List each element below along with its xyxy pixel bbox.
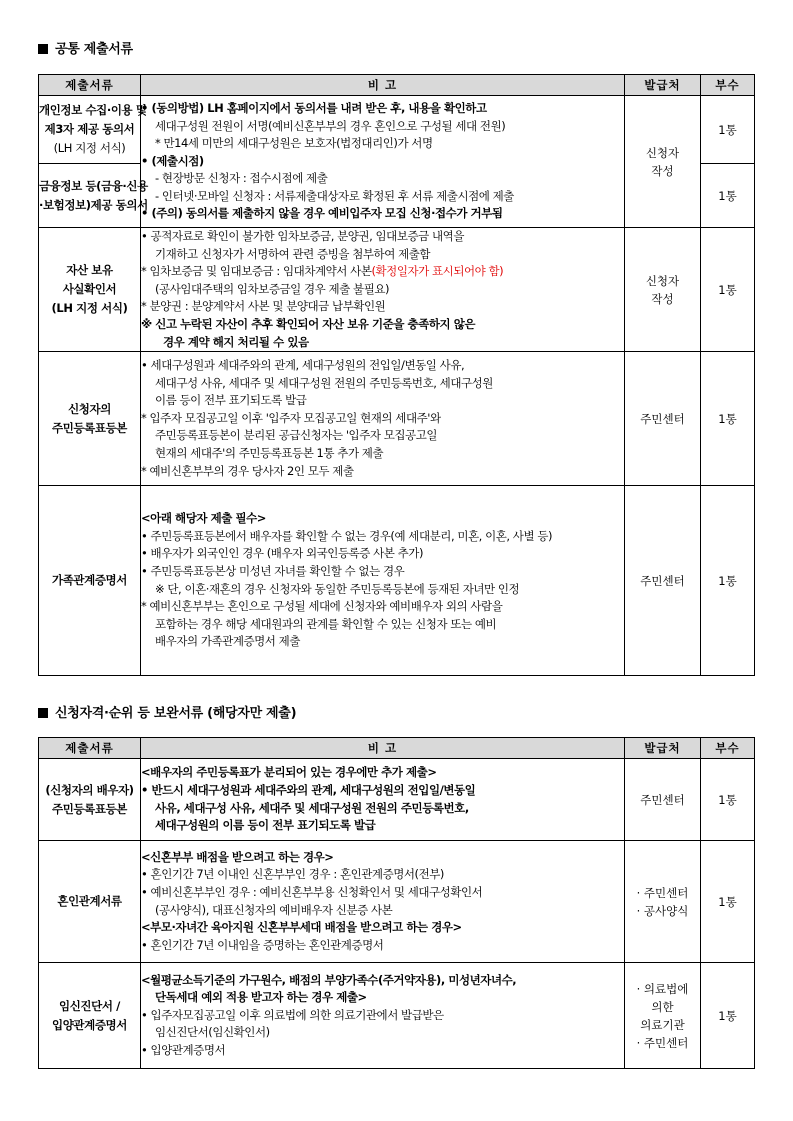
issuer-community-center: 주민센터 xyxy=(625,352,701,486)
remarks-family: <아래 해당자 제출 필수> • 주민등록표등본에서 배우자를 확인할 수 없는 경우(예 세대분리, 미혼, 이혼, 사별 등) • 배우자가 외국인인 경우 (배우자 외국인등록증 사본 추가) • 주민등록표등본상 미성년 자녀를 확인할 수 없는 경우 ※ 단, 이혼·재혼의 경우 신청자와 동일한 주민등록등본에 등재된 자녀만 인정 * 예비신혼부부는 혼인으로 구성될 세대에 신청자와 예비배우자 외의 사람을 포함하는 경우 해당 세대원과의 관계를 확인할 수 있는 신청자 또는 예비 배우자의 가족관계증명서 제출 xyxy=(141,486,625,676)
issuer-medical-or-center: · 의료법에 의한 의료기관 · 주민센터 xyxy=(625,963,701,1069)
count-financial-consent: 1통 xyxy=(701,164,755,228)
table-row xyxy=(39,841,755,963)
table-row xyxy=(39,963,755,1069)
confirmed-date-warning: (확정일자가 표시되어야 함) xyxy=(371,264,504,279)
doc-financial-consent: 금융정보 등(금융·신용 ·보험정보)제공 동의서 xyxy=(39,164,141,228)
square-bullet-icon xyxy=(38,44,48,54)
table-header-row xyxy=(39,75,755,96)
header-remarks: 비 고 xyxy=(141,738,625,759)
issuer-community-center: 주민센터 xyxy=(625,759,701,841)
remarks-marriage: <신혼부부 배점을 받으려고 하는 경우> • 혼인기간 7년 이내인 신혼부부인 경우 : 혼인관계증명서(전부) • 예비신혼부부인 경우 : 예비신혼부부용 신청확인서 및 세대구성확인서 (공사양식), 대표신청자의 예비배우자 신분증 사본 <부모·자녀간 육아지원 신혼부부세대 배점을 받으려고 하는 경우> • 혼인기간 7년 이내임을 증명하는 혼인관계증명서 xyxy=(141,841,625,963)
count-spouse: 1통 xyxy=(701,759,755,841)
header-issuer: 발급처 xyxy=(625,738,701,759)
count-marriage: 1통 xyxy=(701,841,755,963)
count-family: 1통 xyxy=(701,486,755,676)
doc-privacy-consent: 개인정보 수집·이용 및 제3자 제공 동의서 (LH 지정 서식) xyxy=(39,96,141,164)
table-row xyxy=(39,486,755,676)
table-row xyxy=(39,759,755,841)
square-bullet-icon xyxy=(38,708,48,718)
doc-family-relation: 가족관계증명서 xyxy=(39,486,141,676)
remarks-spouse: <배우자의 주민등록표가 분리되어 있는 경우에만 추가 제출> • 반드시 세대구성원과 세대주와의 관계, 세대구성원의 전입일/변동일 사유, 세대구성 사유, 세대주 및 세대구성원 전원의 주민등록번호, 세대구성원의 이름 등이 전부 표기되도록 발급 xyxy=(141,759,625,841)
doc-marriage-relation: 혼인관계서류 xyxy=(39,841,141,963)
table-row xyxy=(39,96,755,164)
header-count: 부수 xyxy=(701,738,755,759)
header-remarks: 비 고 xyxy=(141,75,625,96)
issuer-community-center: 주민센터 xyxy=(625,486,701,676)
supplementary-documents-table xyxy=(38,737,755,1069)
table-header-row xyxy=(39,738,755,759)
remarks-pregnancy: <월평균소득기준의 가구원수, 배점의 부양가족수(주거약자용), 미성년자녀수, 단독세대 예외 적용 받고자 하는 경우 제출> • 입주자모집공고일 이후 의료법에 의한 의료기관에서 발급받은 임신진단서(임신확인서) • 입양관계증명서 xyxy=(141,963,625,1069)
count-asset: 1통 xyxy=(701,228,755,352)
doc-resident-registration: 신청자의 주민등록표등본 xyxy=(39,352,141,486)
section-title-supplementary: 신청자격·순위 등 보완서류 (해당자만 제출) xyxy=(38,702,296,721)
remarks-resident: • 세대구성원과 세대주와의 관계, 세대구성원의 전입일/변동일 사유, 세대구성 사유, 세대주 및 세대구성원 전원의 주민등록번호, 세대구성원 이름 등이 전부 표기되도록 발급 * 입주자 모집공고일 이후 '입주자 모집공고일 현재의 세대주'와 주민등록표등본이 분리된 공급신청자는 '입주자 모집공고일 현재의 세대주'의 주민등록표등본 1통 추가 제출 * 예비신혼부부의 경우 당사자 2인 모두 제출 xyxy=(141,352,625,486)
issuer-community-center-or-form: · 주민센터 · 공사양식 xyxy=(625,841,701,963)
section-title-common: 공통 제출서류 xyxy=(38,38,133,57)
header-count: 부수 xyxy=(701,75,755,96)
count-privacy-consent: 1통 xyxy=(701,96,755,164)
header-document: 제출서류 xyxy=(39,75,141,96)
header-document: 제출서류 xyxy=(39,738,141,759)
count-pregnancy: 1통 xyxy=(701,963,755,1069)
remarks-consent: • (동의방법) LH 홈페이지에서 동의서를 내려 받은 후, 내용을 확인하고 세대구성원 전원이 서명(예비신혼부부의 경우 혼인으로 구성될 세대 전원) * 만14세 미만의 세대구성원은 보호자(법정대리인)가 서명 • (제출시점) - 현장방문 신청자 : 접수시점에 제출 - 인터넷·모바일 신청자 : 서류제출대상자로 확정된 후 서류 제출시점에 제출 • (주의) 동의서를 제출하지 않을 경우 예비입주자 모집 신청·접수가 거부됨 xyxy=(141,96,625,228)
table-row xyxy=(39,352,755,486)
remarks-asset: • 공적자료로 확인이 불가한 임차보증금, 분양권, 임대보증금 내역을 기재하고 신청자가 서명하여 관련 증빙을 첨부하여 제출함 * 임차보증금 및 임대보증금 : 임대차계약서 사본(확정일자가 표시되어야 함) (공사임대주택의 임차보증금일 경우 제출 불필요) * 분양권 : 분양계약서 사본 및 분양대금 납부확인원 ※ 신고 누락된 자산이 추후 확인되어 자산 보유 기준을 충족하지 않은 경우 계약 해지 처리될 수 있음 xyxy=(141,228,625,352)
doc-spouse-resident-registration: (신청자의 배우자) 주민등록표등본 xyxy=(39,759,141,841)
issuer-applicant: 신청자 작성 xyxy=(625,228,701,352)
common-documents-table xyxy=(38,74,755,676)
doc-asset-confirmation: 자산 보유 사실확인서 (LH 지정 서식) xyxy=(39,228,141,352)
header-issuer: 발급처 xyxy=(625,75,701,96)
doc-pregnancy-adoption: 임신진단서 / 입양관계증명서 xyxy=(39,963,141,1069)
issuer-applicant: 신청자 작성 xyxy=(625,96,701,228)
count-resident: 1통 xyxy=(701,352,755,486)
table-row xyxy=(39,228,755,352)
